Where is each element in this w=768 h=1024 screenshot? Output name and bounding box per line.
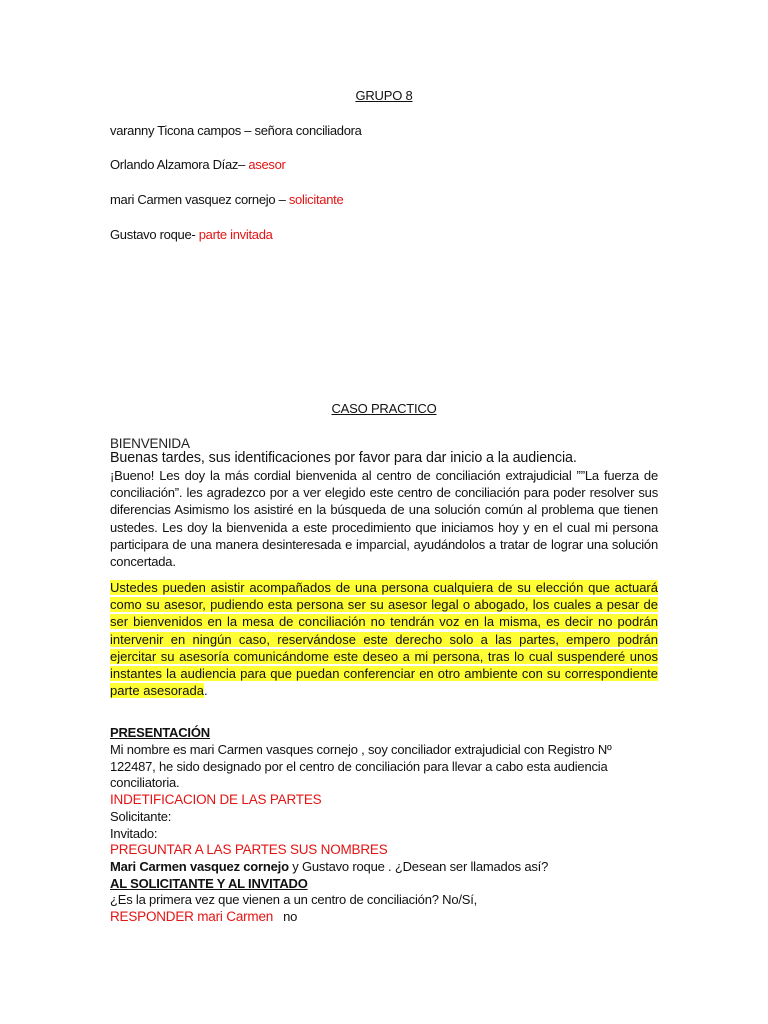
- member-2-name: Orlando Alzamora Díaz–: [110, 157, 249, 172]
- welcome-paragraph: ¡Bueno! Les doy la más cordial bienvenida al centro de conciliación extrajudicial ””La fuerza de conciliación”. les agradezco por a ver elegido este centro de conciliación para poder resolver sus diferencias Asimismo los asistiré en la búsqueda de una solución común al problema que tienen ustedes. Les doy la bienvenida a este procedimiento que iniciamos hoy y en el cual mi persona participara de una manera desinteresada e imparcial, ayudándolos a tratar de lograr una solución concertada.: [110, 468, 658, 570]
- member-1-name: varanny Ticona campos – señora conciliadora: [110, 123, 362, 138]
- presentation-line-2: 122487, he sido designado por el centro de conciliación para llevar a cabo esta audiencia: [110, 759, 608, 774]
- respond-line: [110, 908, 297, 925]
- welcome-label: BIENVENIDA: [110, 436, 190, 451]
- member-4: [110, 227, 273, 242]
- highlight-end: .: [203, 683, 208, 699]
- member-2: [110, 157, 286, 172]
- highlighted-text: Ustedes pueden asistir acompañados de una persona cualquiera de su elección que actuará como su asesor, pudiendo esta persona ser su asesor legal o abogado, los cuales a pesar de ser bienvenidos en la mesa de conciliación no tendrán voz en la misma, es decir no podrán intervenir en ningún caso, reservándose este derecho solo a las partes, empero podrán ejercitar su asesoría comunicándome este deseo a mi persona, tras lo cual suspenderé unos instantes la audiencia para que puedan conferenciar en otro ambiente con su correspondiente parte asesorada: [110, 580, 658, 699]
- respond-label: RESPONDER mari Carmen: [110, 909, 274, 924]
- solicitante-label: Solicitante:: [110, 809, 172, 824]
- case-title: CASO PRACTICO: [331, 401, 437, 416]
- names-rest: y Gustavo roque . ¿Desean ser llamados así?: [288, 859, 549, 874]
- member-2-role: asesor: [248, 157, 286, 172]
- member-4-name: Gustavo roque-: [110, 227, 199, 242]
- member-3-name: mari Carmen vasquez cornejo –: [110, 192, 289, 207]
- identification-label: INDETIFICACION DE LAS PARTES: [110, 792, 322, 807]
- presentation-heading: PRESENTACIÓN: [110, 725, 210, 740]
- member-3-role: solicitante: [288, 192, 344, 207]
- names-bold: Mari Carmen vasquez cornejo: [110, 859, 289, 874]
- respond-answer: no: [283, 909, 298, 924]
- group-title: GRUPO 8: [355, 88, 413, 103]
- member-1: [110, 123, 362, 138]
- member-4-role: parte invitada: [198, 227, 273, 242]
- names-line: [110, 858, 548, 875]
- welcome-line: Buenas tardes, sus identificaciones por favor para dar inicio a la audiencia.: [110, 450, 577, 466]
- presentation-line-3: conciliatoria.: [110, 775, 180, 790]
- invitado-label: Invitado:: [110, 826, 158, 841]
- to-parties-heading: AL SOLICITANTE Y AL INVITADO: [110, 876, 308, 891]
- member-3: [110, 192, 343, 207]
- first-time-question: ¿Es la primera vez que vienen a un centro de conciliación? No/Sí,: [110, 892, 478, 907]
- ask-names-label: PREGUNTAR A LAS PARTES SUS NOMBRES: [110, 842, 388, 857]
- presentation-line-1: Mi nombre es mari Carmen vasques cornejo , soy conciliador extrajudicial con Registro Nº: [110, 742, 612, 757]
- advisor-paragraph: [110, 579, 658, 699]
